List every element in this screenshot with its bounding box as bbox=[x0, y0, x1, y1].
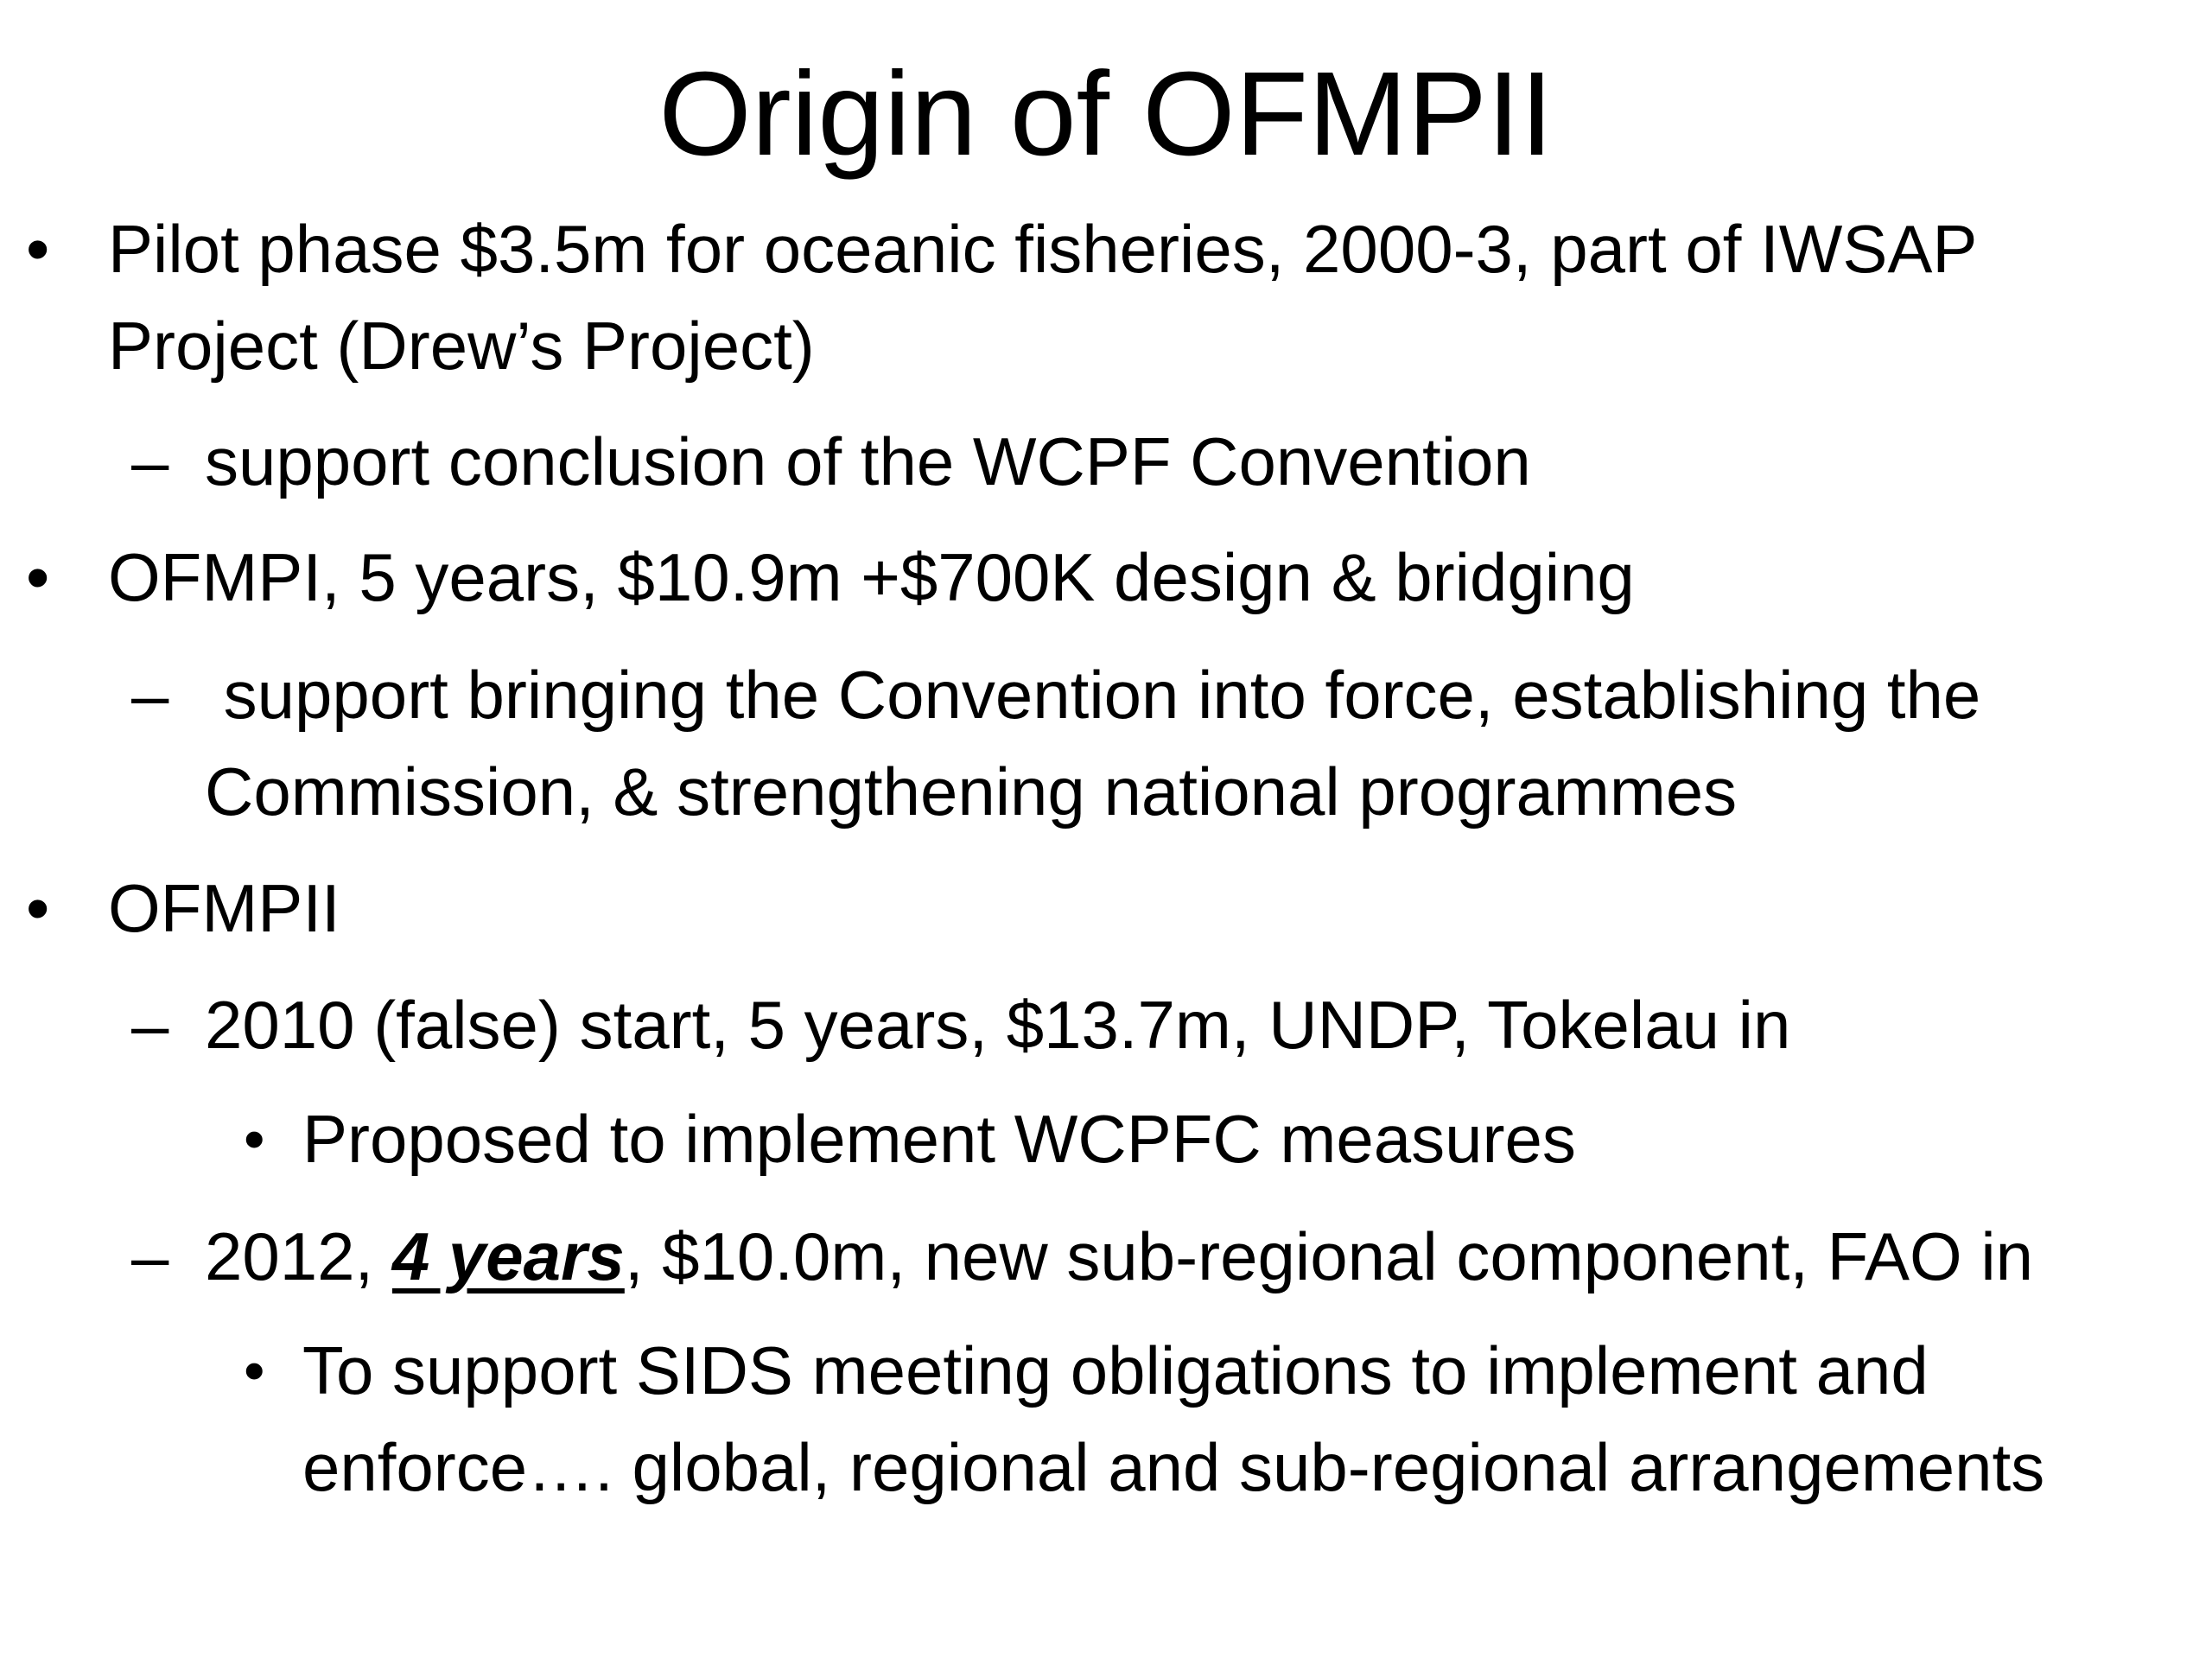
dash-marker: – bbox=[131, 657, 169, 733]
sub-item-convention-force-line-2: Commission, & strengthening national programmes bbox=[205, 753, 1738, 830]
sub-sub-item-wcpfc-measures: Proposed to implement WCPFC measures bbox=[302, 1101, 1576, 1177]
bullet-marker: • bbox=[244, 1337, 265, 1404]
sub-item-wcpf-convention: support conclusion of the WCPF Convention bbox=[205, 423, 1531, 499]
emphasis-four-years: 4 years bbox=[391, 1218, 625, 1294]
sub-sub-item-sids-line-2: enforce…. global, regional and sub-regional arrangements bbox=[302, 1429, 2045, 1505]
bullet-item-pilot-phase-line-2: Project (Drew’s Project) bbox=[108, 308, 815, 384]
bullet-item-ofmpi: OFMPI, 5 years, $10.9m +$700K design & bridging bbox=[108, 539, 1635, 615]
sub-sub-item-sids-line-1: To support SIDS meeting obligations to implement and bbox=[302, 1332, 1929, 1408]
dash-marker: – bbox=[131, 987, 169, 1063]
bullet-item-pilot-phase-line-1: Pilot phase $3.5m for oceanic fisheries, 2000-3, part of IWSAP bbox=[108, 211, 1978, 287]
sub-item-convention-force-line-1: support bringing the Convention into force, establishing the bbox=[205, 657, 1981, 733]
bullet-item-ofmpii: OFMPII bbox=[108, 870, 340, 946]
bullet-marker: • bbox=[244, 1105, 265, 1173]
sub-item-2012-prefix: 2012, bbox=[205, 1218, 392, 1294]
dash-marker: – bbox=[131, 1218, 169, 1294]
bullet-marker: • bbox=[26, 211, 50, 287]
slide-title: Origin of OFMPII bbox=[658, 48, 1554, 181]
sub-item-2012 bbox=[205, 1208, 2033, 1305]
sub-item-2012-suffix: , $10.0m, new sub-regional component, FAO in bbox=[624, 1218, 2034, 1294]
bullet-marker: • bbox=[26, 539, 50, 615]
dash-marker: – bbox=[131, 423, 169, 499]
bullet-marker: • bbox=[26, 870, 50, 946]
sub-item-2010-start: 2010 (false) start, 5 years, $13.7m, UNDP, Tokelau in bbox=[205, 987, 1791, 1063]
